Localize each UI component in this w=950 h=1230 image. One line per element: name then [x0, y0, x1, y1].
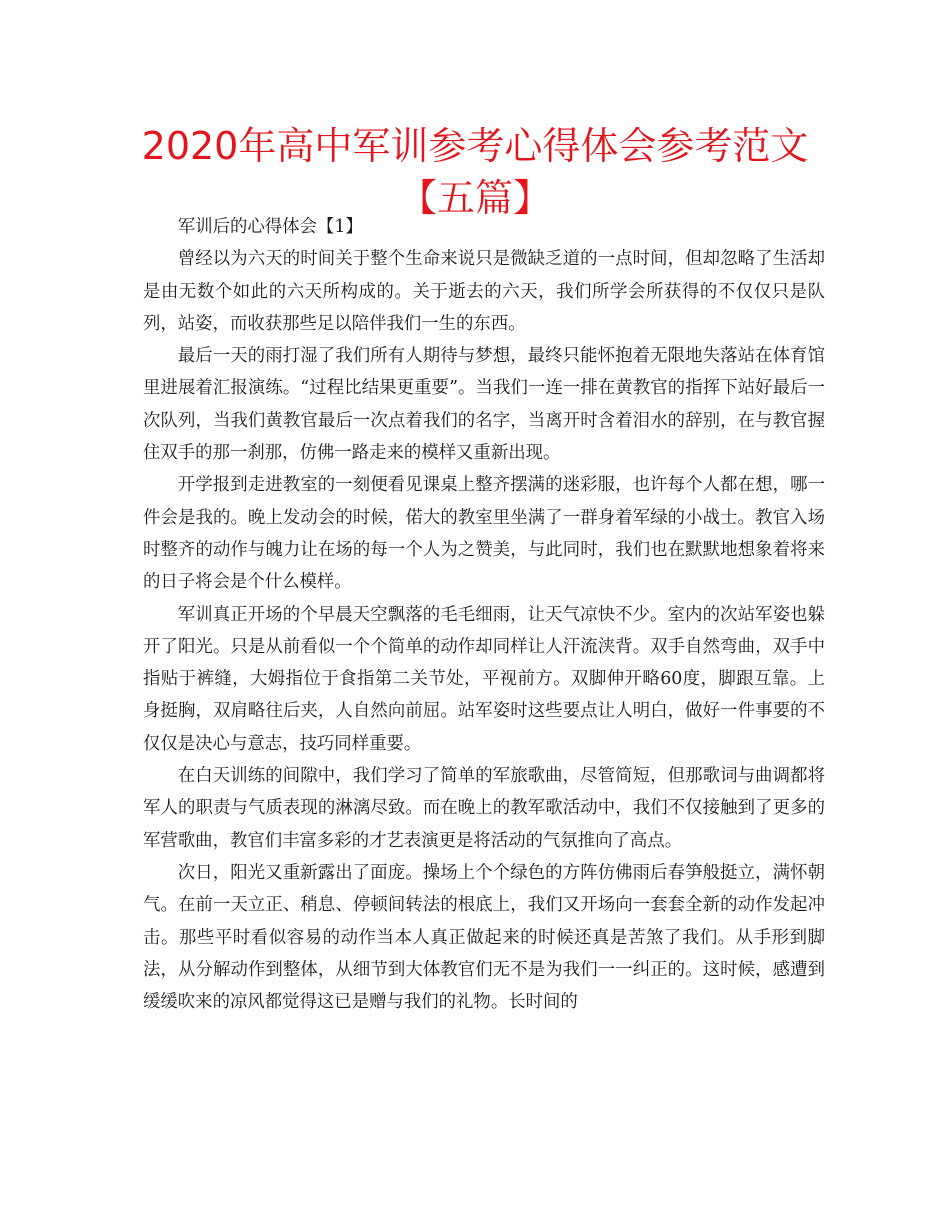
title-line-2: 【五篇】 [398, 176, 551, 220]
paragraph-6: 次日，阳光又重新露出了面庞。操场上个个绿色的方阵仿佛雨后春笋般挺立，满怀朝气。在前一天立正、稍息、停顿间转法的根底上，我们又开场向一套套全新的动作发起冲击。那些平时看似容易的动作当本人真正做起来的时候还真是苦煞了我们。从手形到脚法，从分解动作到整体，从细节到大体教官们无不是为我们一一纠正的。这时候，感遭到缓缓吹来的凉风都觉得这已是赠与我们的礼物。长时间的 [143, 862, 825, 1013]
paragraph-1: 曾经以为六天的时间关于整个生命来说只是微缺乏道的一点时间，但却忽略了生活却是由无数个如此的六天所构成的。关于逝去的六天，我们所学会所获得的不仅仅只是队列，站姿，而收获那些足以陪伴我们一生的东西。 [143, 249, 825, 334]
paragraph-5: 在白天训练的间隙中，我们学习了简单的军旅歌曲，尽管简短，但那歌词与曲调都将军人的职责与气质表现的淋漓尽致。而在晚上的教军歌活动中，我们不仅接触到了更多的军营歌曲，教官们丰富多彩的才艺表演更是将活动的气氛推向了高点。 [143, 766, 825, 851]
paragraph-2: 最后一天的雨打湿了我们所有人期待与梦想，最终只能怀抱着无限地失落站在体育馆里进展着汇报演练。“过程比结果更重要”。当我们一连一排在黄教官的指挥下站好最后一次队列，当我们黄教官最后一次点着我们的名字，当离开时含着泪水的辞别，在与教官握住双手的那一刹那，仿佛一路走来的模样又重新出现。 [143, 346, 825, 464]
section-heading: 军训后的心得体会【1】 [177, 217, 363, 237]
title-line-1: 2020年高中军训参考心得体会参考范文 [141, 124, 809, 168]
paragraph-3: 开学报到走进教室的一刻便看见课桌上整齐摆满的迷彩服，也许每个人都在想，哪一件会是我的。晚上发动会的时候，偌大的教室里坐满了一群身着军绿的小战士。教官入场时整齐的动作与魄力让在场的每一个人为之赞美，与此同时，我们也在默默地想象着将来的日子将会是个什么模样。 [143, 475, 825, 593]
document-title [130, 120, 820, 224]
paragraph-4: 军训真正开场的个早晨天空飘落的毛毛细雨，让天气凉快不少。室内的次站军姿也躲开了阳光。只是从前看似一个个简单的动作却同样让人汗流浃背。双手自然弯曲，双手中指贴于裤缝，大姆指位于食指第二关节处，平视前方。双脚伸开略60度，脚跟互靠。上身挺胸，双肩略往后夹，人自然向前屈。站军姿时这些要点让人明白，做好一件事要的不仅仅是决心与意志，技巧同样重要。 [143, 604, 825, 754]
document-body [143, 211, 825, 1018]
